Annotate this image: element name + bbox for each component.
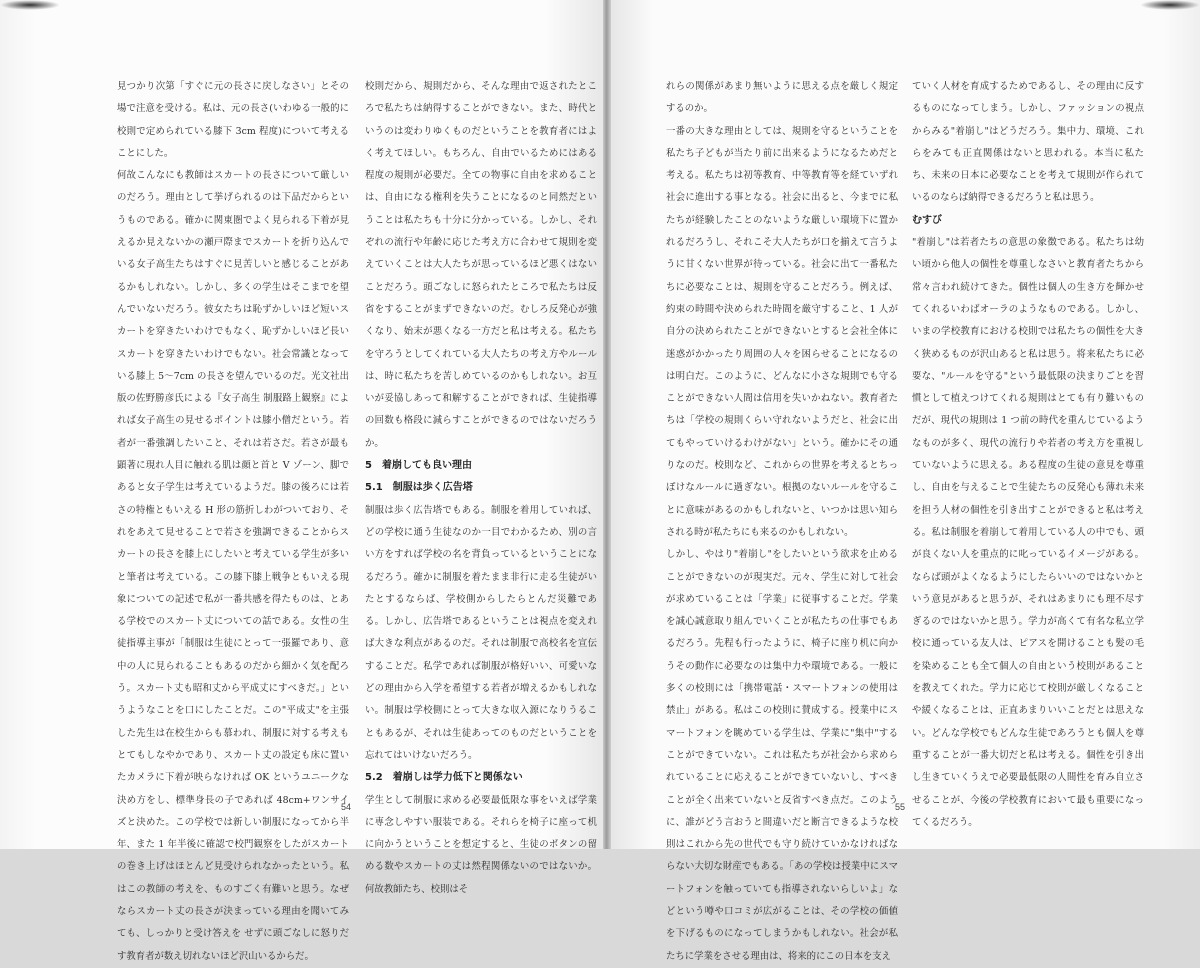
body-text: 校則だから、規則だから、そんな理由で返されたところで私たちは納得することができない。また、時代というのは変わりゆくものだということを教育者にはよく考えてほしい。もちろん、自由でいるためにはある程度の規則が必要だ。全ての物事に自由を求めることは、自由になる権利を失うことになるのと同然だということは私たちも十分に分かっている。しかし、それぞれの流行や年齢に応じた考え方に合わせて規則を変えていくことは大人たちが思っているほど悪くはないことだろう。頭ごなしに怒られたところで私たちは反省をすることがまずできないのだ。むしろ反発心が強くなり、始末が悪くなる一方だと私は考える。私たちを守ろうとしてくれている大人たちの考え方やルールは、時に私たちを苦しめているのかもしれない。お互いが妥協しあって和解することができれば、生徒指導の回数も格段に減らすことができるのではないだろうか。 bbox=[365, 81, 597, 449]
body-text: 見つかり次第「すぐに元の長さに戻しなさい」とその場で注意を受ける。私は、元の長さ(いわゆる一般的に校則で定められている膝下 3cm 程度)について考えることにした。 何故こんなにも教師はスカートの長さについて厳しいのだろう。理由として挙げられるのは下品だからというものである。確かに関東圏でよく見られる下着が見えるか見えないかの瀬戸際までスカートを折り込んでいる女子高生たちはすぐに見苦しいと感じることがあるかもしれない。しかし、多くの学生はそこまでを望んでいないだろう。彼女たちは恥ずかしいほど短いスカートを穿きたいわけでもなく、恥ずかしいほど長いスカートを穿きたいわけでもない。社会常識となっている膝上 5〜7cm の長さを望んでいるのだ。光文社出版の佐野勝彦氏による『女子高生 制服路上観察』によれば女子高生の見せるポイントは膝小僧だという。若者が一番強調したいこと、それは若さだ。若さが最も顕著に現れ人目に触れる肌は顔と首と V ゾーン、脚であると女子学生は考えているようだ。膝の後ろには若さの特権ともいえる H 形の筋折しわがついており、それをあえて見せることで若さを強調できることからスカートの長さを膝上にしたいと考えている学生が多いと筆者は考えている。この膝下膝上戦争ともいえる現象についての記述で私が一番共感を得たものは、とある学校でのスカート丈についての話である。女性の生徒指導主事が「制服は生徒にとって一張羅であり、意中の人に見られることもあるのだから細かく気を配ろう。スカート丈も昭和丈から平成丈にすべきだ。」というようなことを口にしたことだ。この"平成丈"を主張した先生は在校生からも慕われ、制服に対する考えもとてもしなやかであり、スカート丈の設定も床に置いたカメラに下着が映らなければ OK というユニークな決め方をし、標準身長の子であれば 48cm+ワンサイズと決めた。この学校では新しい制服になってから半年、また 1 年半後に確認で校門観察をしたがスカートの巻き上げはほとんど見受けられなかったという。私はこの教師の考えを、ものすごく有難いと思う。なぜならスカート丈の長さが決まっている理由を聞いてみても、しっかりと受け答えを せずに頭ごなしに怒りだす教育者が数え切れないほど沢山いるからだ。 bbox=[117, 81, 349, 962]
left-page-column-1 bbox=[117, 76, 352, 968]
right-page-column-1 bbox=[666, 76, 898, 968]
body-text: ていく人材を育成するためであるし、その理由に反するものになってしまう。しかし、ファッションの視点からみる"着崩し"はどうだろう。集中力、環境、これらをみても正直関係はないと思われる。本当に私たち、未来の日本に必要なことを考えて規則が作られているのならば納得できるだろうと私は思う。 bbox=[912, 81, 1144, 204]
scan-corner-mark bbox=[0, 0, 60, 10]
left-page-column-2 bbox=[365, 76, 597, 901]
body-text: 学生として制服に求める必要最低限な事をいえば学業に専念しやすい服装である。それらを椅子に座って机に向かうということを想定すると、生徒のボタンの留める数やスカートの丈は然程関係ないのではないか。何故教師たち、校則はそ bbox=[365, 794, 597, 895]
page-number: 54 bbox=[341, 802, 352, 812]
body-text: れらの関係があまり無いように思える点を厳しく規定するのか。 一番の大きな理由としては、規則を守るということを私たち子どもが当たり前に出来るようになるためだと考える。私たちは初等教育、中等教育等を経ていずれ社会に進出する事となる。社会に出ると、今までに私たちが経験したことのないような厳しい環境下に置かれるだろうし、それこそ大人たちが口を揃えて言うように甘くない世界が待っている。社会に出て一番私たちに必要なことは、規則を守ることだろう。例えば、約束の時間や決められた時間を厳守すること、1 人が自分の決められたことができないとすると会社全体に迷惑がかかったり周囲の人々を困らせることになるのは明白だ。このように、どんなに小さな規則でも守ることができない人間は信用を失いかねない。教育者たちは「学校の規則くらい守れないようだと、社会に出てもやっていけるわけがない」という。確かにその通りなのだ。校則など、これからの世界を考えるとちっぽけなルールに過ぎない。根拠のないルールを守ることに意味があるのかもしれないと、いつかは思い知らされる時が私たちにも来るのかもしれない。 しかし、やはり"着崩し"をしたいという欲求を止めることができないのが現実だ。元々、学生に対して社会が求めていることは「学業」に従事することだ。学業を誠心誠意取り組んでいくことが私たちの仕事でもあるだろう。先程も行ったように、椅子に座り机に向かうその動作に必要なのは集中力や環境である。一般に多くの校則には「携帯電話・スマートフォンの使用は禁止」がある。私はこの校則に賛成する。授業中にスマートフォンを眺めている学生は、学業に"集中"することができていない。これは私たちが社会から求められていることに応えることができていないし、すべきことが全く出来ていないと反省すべき点だ。このように、誰がどう言おうと間違いだと断言できるような校則はこれから先の世代でも守り続けていかなければならない大切な財産でもある。「あの学校は授業中にスマートフォンを触っていても指導されないらしいよ」などという噂や口コミが広がることは、その学校の価値を下げるものになってしまうかもしれない。社会が私たちに学業をさせる理由は、将来的にこの日本を支え bbox=[666, 81, 898, 962]
book-gutter bbox=[603, 0, 611, 849]
body-text: 制服は歩く広告塔でもある。制服を着用していれば、どの学校に通う生徒なのか一目でわかるため、別の言い方をすれば学校の名を背負っているということになるだろう。確かに制服を着たまま非行に走る生徒がいたとするならば、学校側からしたらとんだ災難である。しかし、広告塔であるということは視点を変えれば大きな利点があるのだ。それは制服で高校名を宣伝することだ。私学であれば制服が格好いい、可愛いなどの理由から入学を希望する若者が増えるかもしれない。制服は学校側にとって大きな収入源になりうることもあるが、それは生徒あってのものだということを忘れてはいけないだろう。 bbox=[365, 504, 597, 761]
section-heading-5-1: 5.1 制服は歩く広告塔 bbox=[365, 482, 473, 494]
section-heading-5-2: 5.2 着崩しは学力低下と関係ない bbox=[365, 772, 523, 784]
body-text: "着崩し"は若者たちの意思の象徴である。私たちは幼い頃から他人の個性を尊重しなさいと教育者たちから常々言われ続けてきた。個性は個人の生き方を輝かせてくれるいわばオーラのようなものである。しかし、いまの学校教育における校則では私たちの個性を大きく狭めるものが沢山あると私は思う。将来私たちに必要な、"ルールを守る"という最低限の決まりごとを習慣として植えつけてくれる規則はとても有り難いものだが、現代の規則は 1 つ前の時代を重んじているようなものが多く、現代の流行りや若者の考え方を重視していないように思える。ある程度の生徒の意見を尊重し、自由を与えることで生徒たちの反発心も薄れ未来を担う人材の個性を引き出すことができると私は考える。私は制服を着崩して着用している人の中でも、頭が良くない人を重点的に叱っているイメージがある。ならば頭がよくなるようにしたらいいのではないかという意見があると思うが、それはあまりにも理不尽すぎるのではないかと思う。学力が高くて有名な私立学校に通っている友人は、ピアスを開けることも髪の毛を染めることも全て個人の自由という校則があることを教えてくれた。学力に応じて校則が厳しくなることや緩くなることは、正直あまりいいことだとは思えない。どんな学校でもどんな生徒であろうとも個人を尊重することが一番大切だと私は考える。個性を引き出し生きていくうえで必要最低限の人間性を育み自立させることが、今後の学校教育において最も重要になってくるだろう。 bbox=[912, 237, 1144, 828]
section-heading-5: 5 着崩しても良い理由 bbox=[365, 460, 472, 472]
page-number: 55 bbox=[895, 802, 906, 812]
scan-corner-mark bbox=[1140, 0, 1200, 10]
right-page-column-2 bbox=[912, 76, 1144, 834]
section-heading-musubi: むすび bbox=[912, 214, 942, 226]
